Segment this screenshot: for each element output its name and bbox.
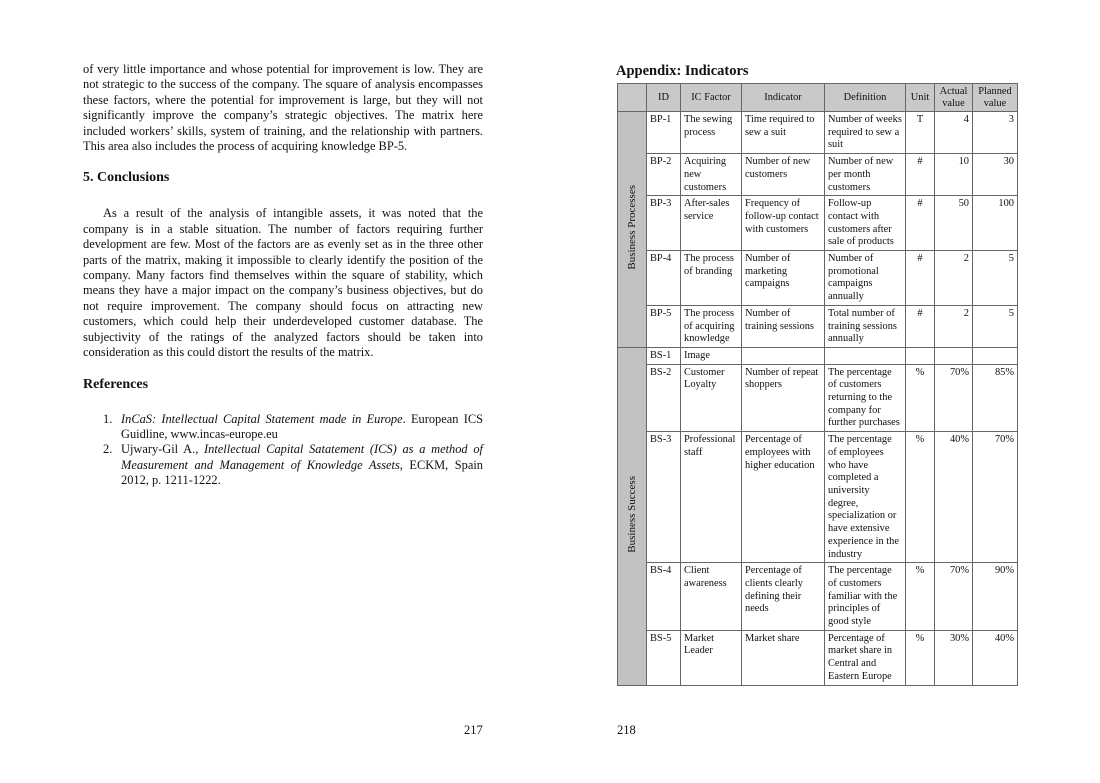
cell-id: BS-4 bbox=[647, 563, 681, 631]
cell-definition: Percentage of market share in Central and Eastern Europe bbox=[825, 630, 906, 685]
cell-ic-factor: Client awareness bbox=[681, 563, 742, 631]
cell-definition: Number of new per month customers bbox=[825, 154, 906, 196]
cell-id: BP-2 bbox=[647, 154, 681, 196]
reference-details: . European ICS Guidline, www.incas-europe.eu bbox=[121, 411, 483, 441]
reference-title: InCaS: Intellectual Capital Statement made in Europe bbox=[121, 411, 403, 426]
cell-actual: 40% bbox=[935, 432, 973, 563]
table-row bbox=[618, 196, 1018, 251]
reference-authors: Ujwary-Gil A., bbox=[121, 442, 205, 457]
cell-definition: Number of promotional campaigns annually bbox=[825, 251, 906, 306]
cell-actual: 70% bbox=[935, 364, 973, 432]
cell-planned: 5 bbox=[973, 305, 1018, 347]
cell-ic-factor: Market Leader bbox=[681, 630, 742, 685]
cell-planned: 85% bbox=[973, 364, 1018, 432]
table-row bbox=[618, 364, 1018, 432]
cell-indicator: Number of training sessions bbox=[742, 305, 825, 347]
intro-paragraph: of very little importance and whose potential for improvement is low. They are not strategic to the success of the company. The square of analysis encompasses these factors, where the potential for improvement is large, but they will not significantly improve the company’s strategic objectives. The matrix here included workers’ skills, system of training, and the relationship with partners. This area also includes the process of acquiring knowledge BP-5. bbox=[83, 62, 483, 154]
cell-id: BP-4 bbox=[647, 251, 681, 306]
header-group-cell bbox=[618, 84, 647, 112]
page-number-right: 218 bbox=[617, 723, 636, 737]
cell-ic-factor: The sewing process bbox=[681, 112, 742, 154]
cell-planned: 100 bbox=[973, 196, 1018, 251]
page-number-left: 217 bbox=[464, 723, 483, 737]
cell-unit: # bbox=[906, 196, 935, 251]
cell-actual: 70% bbox=[935, 563, 973, 631]
cell-id: BP-5 bbox=[647, 305, 681, 347]
cell-id: BS-3 bbox=[647, 432, 681, 563]
cell-ic-factor: The process of branding bbox=[681, 251, 742, 306]
right-page bbox=[550, 0, 1100, 783]
cell-indicator: Number of marketing campaigns bbox=[742, 251, 825, 306]
cell-ic-factor: Customer Loyalty bbox=[681, 364, 742, 432]
reference-item bbox=[103, 442, 483, 488]
reference-number: 1. bbox=[103, 411, 113, 426]
table-row bbox=[618, 112, 1018, 154]
table-row bbox=[618, 563, 1018, 631]
reference-list bbox=[83, 412, 483, 489]
cell-unit: % bbox=[906, 563, 935, 631]
group-label-business-success bbox=[618, 347, 647, 685]
cell-actual bbox=[935, 347, 973, 364]
cell-ic-factor: Professional staff bbox=[681, 432, 742, 563]
cell-actual: 4 bbox=[935, 112, 973, 154]
cell-indicator: Frequency of follow-up contact with customers bbox=[742, 196, 825, 251]
cell-id: BS-5 bbox=[647, 630, 681, 685]
cell-ic-factor: After-sales service bbox=[681, 196, 742, 251]
header-cell: Indicator bbox=[742, 84, 825, 112]
cell-indicator: Market share bbox=[742, 630, 825, 685]
cell-definition bbox=[825, 347, 906, 364]
cell-unit bbox=[906, 347, 935, 364]
table-header-row bbox=[618, 84, 1018, 112]
cell-unit: % bbox=[906, 364, 935, 432]
cell-unit: # bbox=[906, 251, 935, 306]
cell-unit: # bbox=[906, 305, 935, 347]
cell-id: BP-1 bbox=[647, 112, 681, 154]
cell-unit: % bbox=[906, 630, 935, 685]
cell-indicator bbox=[742, 347, 825, 364]
appendix-title: Appendix: Indicators bbox=[616, 63, 749, 79]
cell-definition: Total number of training sessions annually bbox=[825, 305, 906, 347]
reference-item bbox=[103, 411, 483, 443]
table-row bbox=[618, 630, 1018, 685]
cell-id: BP-3 bbox=[647, 196, 681, 251]
cell-planned bbox=[973, 347, 1018, 364]
header-cell: Actual value bbox=[935, 84, 973, 112]
header-cell: Unit bbox=[906, 84, 935, 112]
table-row bbox=[618, 251, 1018, 306]
reference-details: ECKM, Spain 2012, p. 1211-1222. bbox=[121, 457, 483, 488]
table-row bbox=[618, 432, 1018, 563]
cell-planned: 5 bbox=[973, 251, 1018, 306]
cell-planned: 40% bbox=[973, 630, 1018, 685]
cell-unit: # bbox=[906, 154, 935, 196]
cell-actual: 2 bbox=[935, 251, 973, 306]
group-label-text: Business Processes bbox=[625, 184, 638, 270]
table-row bbox=[618, 305, 1018, 347]
header-cell: ID bbox=[647, 84, 681, 112]
cell-indicator: Percentage of clients clearly defining their needs bbox=[742, 563, 825, 631]
cell-indicator: Number of new customers bbox=[742, 154, 825, 196]
cell-definition: The percentage of customers returning to the company for further purchases bbox=[825, 364, 906, 432]
reference-number: 2. bbox=[103, 442, 113, 457]
cell-actual: 10 bbox=[935, 154, 973, 196]
cell-definition: The percentage of employees who have completed a university degree, specialization or have extensive experience in the industry bbox=[825, 432, 906, 563]
cell-unit: % bbox=[906, 432, 935, 563]
conclusions-paragraph: As a result of the analysis of intangible assets, it was noted that the company is in a stable situation. The number of factors requiring further development are few. Most of the factors are as evenly set as in the three other parts of the matrix, making it impossible to clearly identify the position of the company. Many factors find themselves within the square of stability, which means they have a major impact on the company’s business objectives, but do not require improvement. The company should focus on attracting new customers, which could help their underdeveloped customer database. The subjectivity of the ratings of the analyzed factors should be taken into consideration as this could distort the results of the matrix. bbox=[83, 206, 483, 360]
table-row bbox=[618, 347, 1018, 364]
cell-ic-factor: Image bbox=[681, 347, 742, 364]
cell-planned: 3 bbox=[973, 112, 1018, 154]
cell-actual: 50 bbox=[935, 196, 973, 251]
table-row bbox=[618, 154, 1018, 196]
cell-id: BS-2 bbox=[647, 364, 681, 432]
header-cell: Definition bbox=[825, 84, 906, 112]
cell-indicator: Number of repeat shoppers bbox=[742, 364, 825, 432]
cell-planned: 70% bbox=[973, 432, 1018, 563]
cell-ic-factor: The process of acquiring knowledge bbox=[681, 305, 742, 347]
header-cell: Planned value bbox=[973, 84, 1018, 112]
section-heading: 5. Conclusions bbox=[83, 170, 170, 186]
header-cell: IC Factor bbox=[681, 84, 742, 112]
group-label-business-processes bbox=[618, 112, 647, 348]
cell-planned: 30 bbox=[973, 154, 1018, 196]
cell-definition: Follow-up contact with customers after sale of products bbox=[825, 196, 906, 251]
cell-actual: 2 bbox=[935, 305, 973, 347]
cell-id: BS-1 bbox=[647, 347, 681, 364]
references-heading: References bbox=[83, 376, 149, 392]
cell-unit: T bbox=[906, 112, 935, 154]
cell-planned: 90% bbox=[973, 563, 1018, 631]
group-label-text: Business Success bbox=[625, 475, 638, 553]
cell-definition: The percentage of customers familiar with the principles of good style bbox=[825, 563, 906, 631]
cell-indicator: Percentage of employees with higher education bbox=[742, 432, 825, 563]
cell-ic-factor: Acquiring new customers bbox=[681, 154, 742, 196]
cell-actual: 30% bbox=[935, 630, 973, 685]
indicators-table bbox=[617, 83, 1018, 686]
cell-indicator: Time required to sew a suit bbox=[742, 112, 825, 154]
cell-definition: Number of weeks required to sew a suit bbox=[825, 112, 906, 154]
left-text-column bbox=[83, 62, 483, 489]
reference-title: Intellectual Capital Satatement (ICS) as a method of Measurement and Management of Knowledge Assets, bbox=[121, 442, 483, 472]
